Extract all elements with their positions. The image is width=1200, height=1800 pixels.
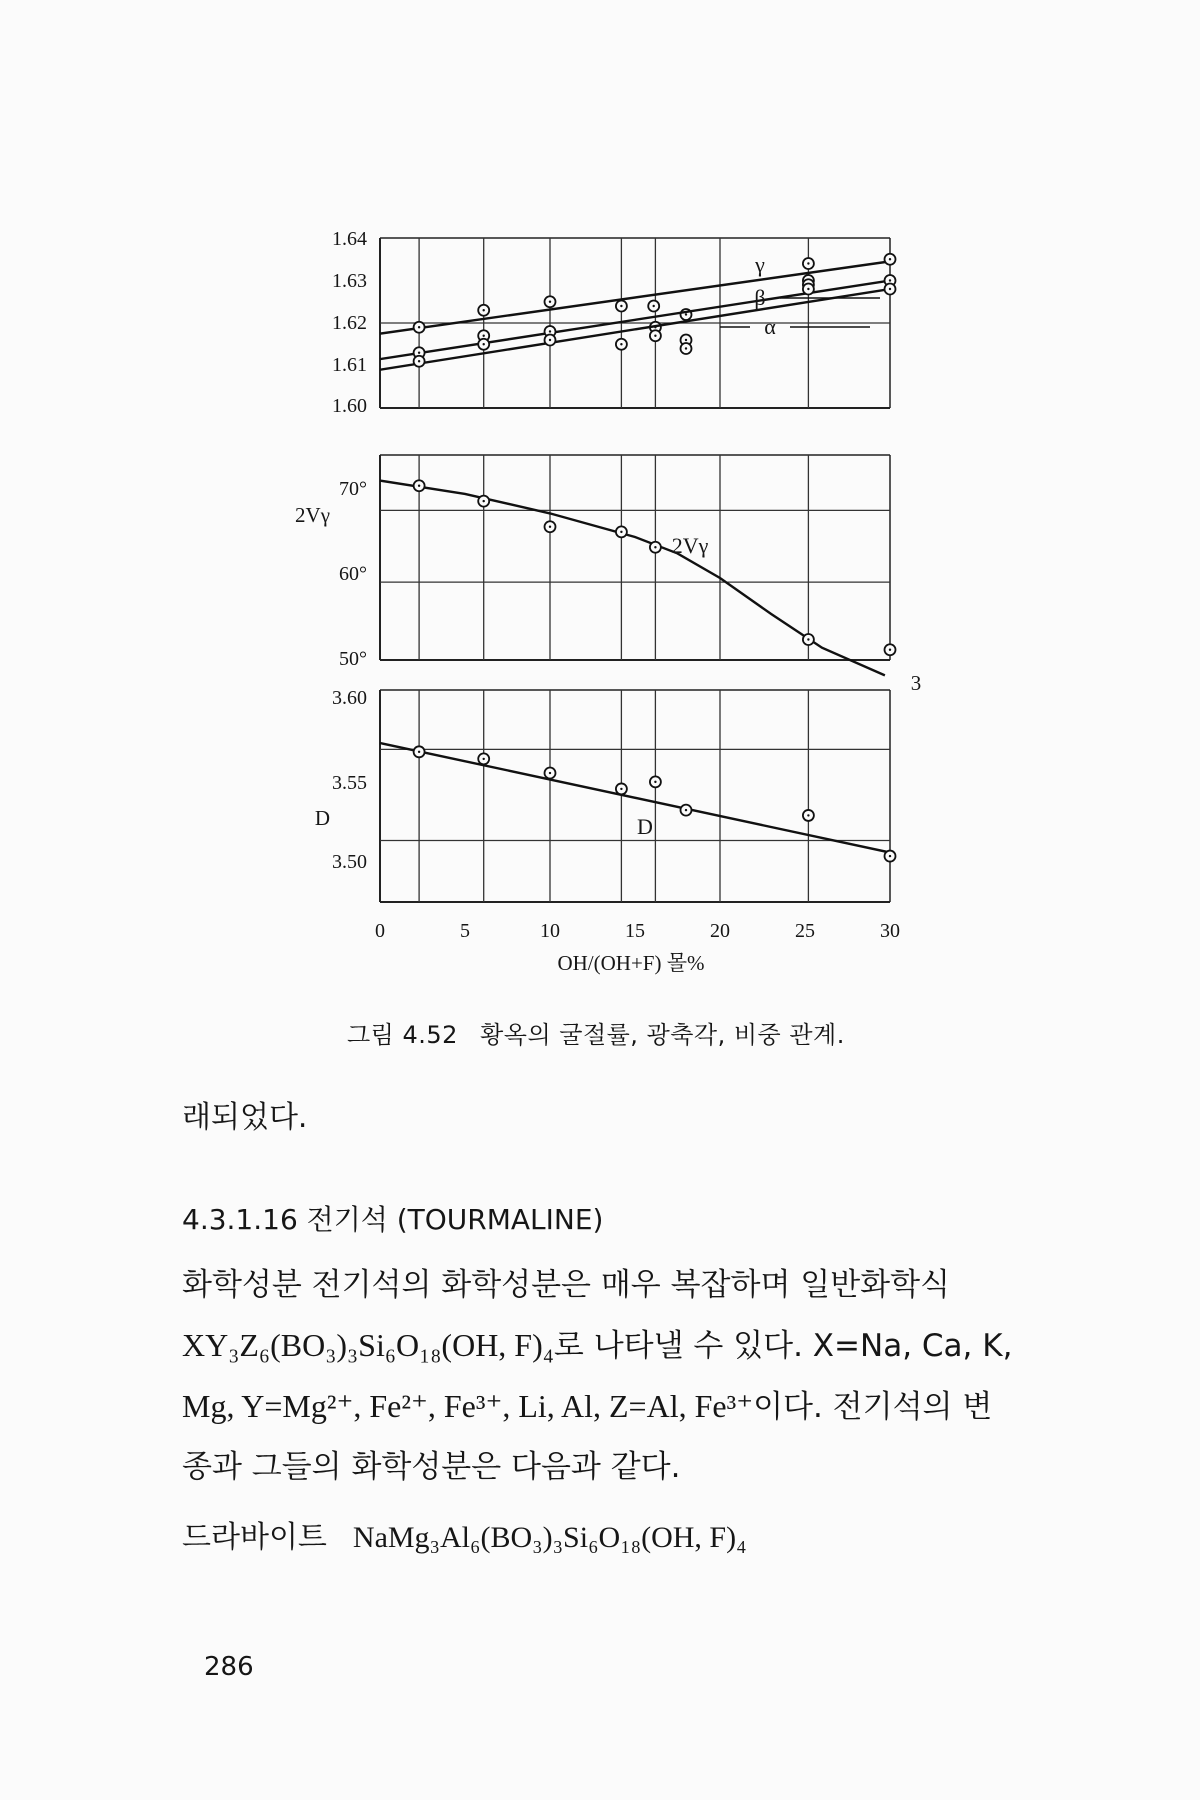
- x-tick-label: 20: [710, 920, 730, 942]
- data-point-center: [685, 347, 687, 349]
- caption-number: 그림 4.52: [347, 1021, 458, 1049]
- data-point-center: [549, 339, 551, 341]
- x-tick-label: 25: [795, 920, 815, 942]
- data-point-center: [549, 301, 551, 303]
- series-label-density: D: [637, 814, 653, 839]
- data-point-center: [889, 288, 891, 290]
- paragraph-line: [182, 1315, 1062, 1376]
- section-heading: 4.3.1.16 전기석 (TOURMALINE): [182, 1203, 604, 1236]
- data-point-center: [807, 262, 809, 264]
- series-label-gamma: γ: [755, 252, 765, 277]
- paragraph-line: 종과 그들의 화학성분은 다음과 같다.: [182, 1449, 681, 1485]
- x-tick-label: 15: [625, 920, 645, 942]
- data-point-center: [889, 855, 891, 857]
- paragraph-line: 화학성분 전기석의 화학성분은 매우 복잡하며 일반화학식: [182, 1267, 950, 1303]
- data-point-center: [418, 352, 420, 354]
- data-point-center: [549, 330, 551, 332]
- y-tick-label: 1.60: [332, 395, 367, 417]
- data-point-center: [549, 772, 551, 774]
- y-tick-label: 1.62: [332, 312, 367, 334]
- y-tick-label: 60°: [339, 563, 367, 585]
- mineral-formula-line: [182, 1512, 1062, 1556]
- point-annotation: 3: [910, 671, 922, 695]
- data-point-center: [889, 649, 891, 651]
- data-point-center: [483, 335, 485, 337]
- y-axis-label: 2Vγ: [295, 503, 330, 527]
- data-point-center: [807, 814, 809, 816]
- data-point-center: [807, 638, 809, 640]
- data-point-center: [685, 809, 687, 811]
- x-tick-label: 5: [460, 920, 470, 942]
- y-axis-label: D: [314, 806, 330, 830]
- data-point-center: [889, 258, 891, 260]
- data-point-center: [889, 279, 891, 281]
- data-point-center: [418, 751, 420, 753]
- data-point-center: [483, 500, 485, 502]
- mineral-formula: NaMg₃Al₆(BO₃)₃Si₆O₁₈(OH, F)₄: [352, 1521, 747, 1554]
- data-point-center: [654, 335, 656, 337]
- data-point-center: [807, 288, 809, 290]
- paragraph-line: [182, 1376, 1062, 1437]
- data-point-center: [685, 313, 687, 315]
- y-tick-label: 3.55: [332, 772, 367, 794]
- series-line: [380, 289, 890, 370]
- data-point-center: [653, 305, 655, 307]
- paragraph-text: 로 나타낼 수 있다. X=Na, Ca, K,: [553, 1328, 1013, 1364]
- data-point-center: [549, 526, 551, 528]
- data-point-center: [483, 309, 485, 311]
- data-point-center: [418, 485, 420, 487]
- x-tick-label: 30: [880, 920, 900, 942]
- data-point-center: [620, 305, 622, 307]
- page-number: 286: [204, 1652, 254, 1682]
- general-formula: XY₃Z₆(BO₃)₃Si₆O₁₈(OH, F)₄: [182, 1327, 554, 1363]
- y-tick-label: 1.61: [332, 354, 367, 376]
- continuation-text: 래되었다.: [182, 1100, 308, 1135]
- x-axis-label: OH/(OH+F) 몰%: [557, 951, 705, 975]
- chart-panels: [295, 228, 921, 975]
- data-point-center: [620, 531, 622, 533]
- y-tick-label: 3.50: [332, 851, 367, 873]
- data-point-center: [685, 339, 687, 341]
- paragraph-text: 이다. 전기석의 변: [753, 1389, 993, 1425]
- data-point-center: [620, 788, 622, 790]
- data-point-center: [654, 546, 656, 548]
- series-label-beta: β: [754, 285, 766, 310]
- ion-list: Mg, Y=Mg²⁺, Fe²⁺, Fe³⁺, Li, Al, Z=Al, Fe³⁺: [182, 1388, 754, 1424]
- data-point-center: [418, 360, 420, 362]
- y-tick-label: 1.64: [332, 228, 367, 250]
- series-line: [380, 743, 890, 853]
- figure-caption: [347, 1015, 845, 1050]
- data-point-center: [483, 758, 485, 760]
- data-point-center: [418, 326, 420, 328]
- x-tick-label: 0: [375, 920, 385, 942]
- caption-text: 황옥의 굴절률, 광축각, 비중 관계.: [480, 1021, 845, 1049]
- data-point-center: [620, 343, 622, 345]
- y-tick-label: 50°: [339, 648, 367, 670]
- y-tick-label: 3.60: [332, 687, 367, 709]
- y-tick-label: 70°: [339, 478, 367, 500]
- mineral-name: 드라바이트: [182, 1520, 327, 1555]
- x-tick-label: 10: [540, 920, 560, 942]
- curve-label: 2Vγ: [671, 533, 709, 558]
- data-point-center: [483, 343, 485, 345]
- data-point-center: [654, 781, 656, 783]
- body-paragraph: [182, 1255, 1062, 1497]
- y-tick-label: 1.63: [332, 270, 367, 292]
- series-label-alpha: α: [764, 314, 776, 339]
